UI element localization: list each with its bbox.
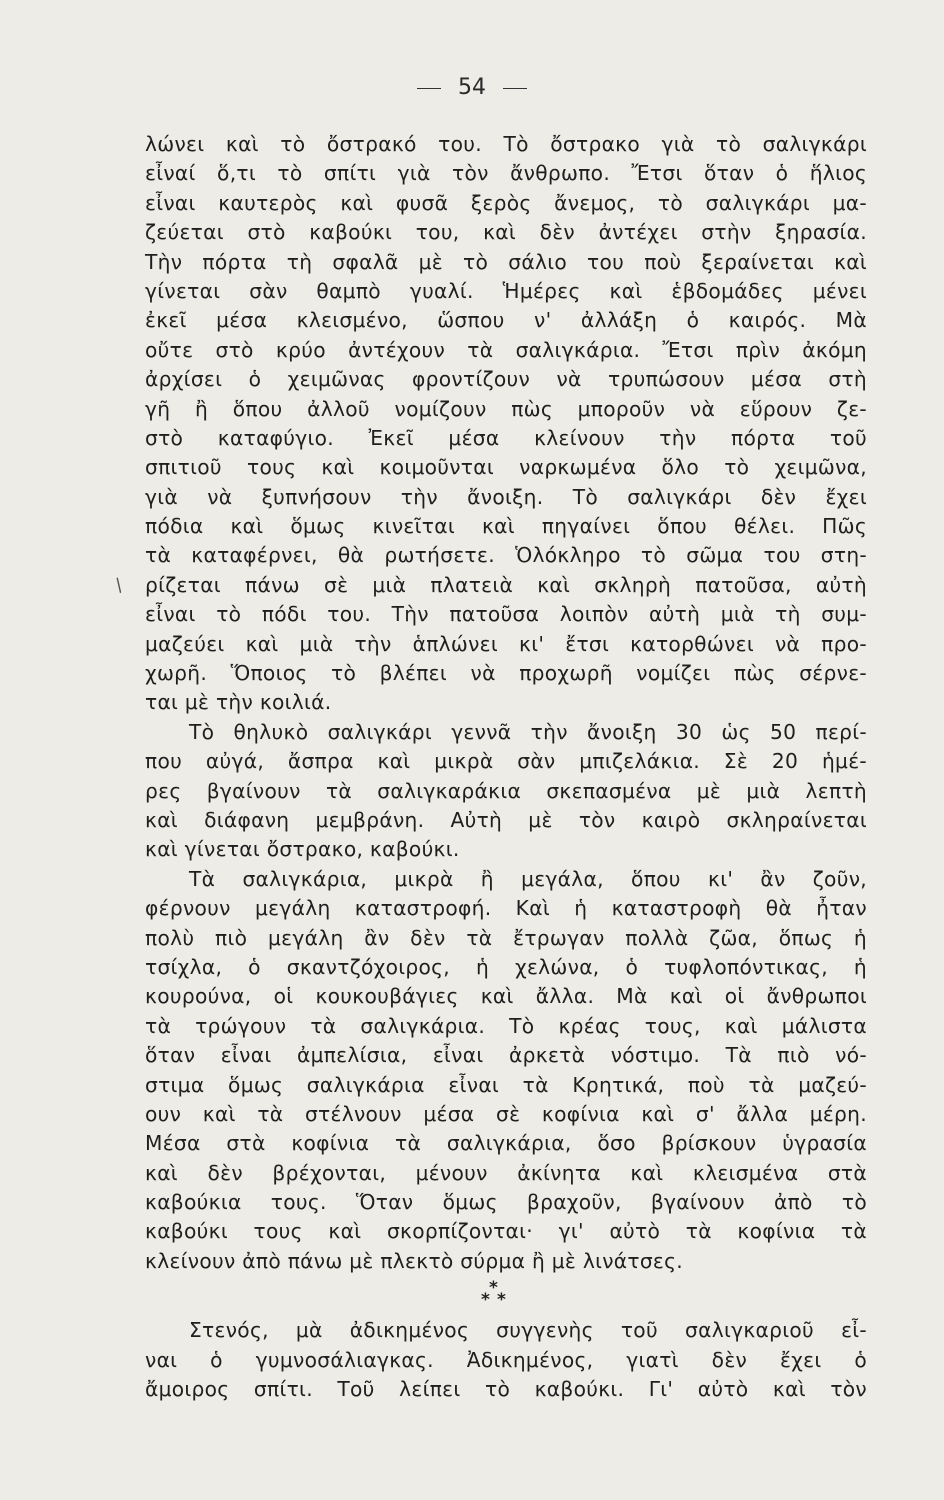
text-line: γίνεται σὰν θαμπὸ γυαλί. Ἡμέρες καὶ ἑβδομάδες μένει	[145, 278, 867, 303]
text-line: τὰ καταφέρνει, θὰ ρωτήσετε. Ὁλόκληρο τὸ σῶμα του στη-	[145, 543, 867, 568]
text-line: Στενός, μὰ ἀδικημένος συγγενὴς τοῦ σαλιγκαριοῦ εἶ-	[189, 1318, 867, 1343]
body-text	[145, 130, 867, 1404]
text-line: τσίχλα, ὁ σκαντζόχοιρος, ἡ χελώνα, ὁ τυφλοπόντικας, ἡ	[145, 954, 867, 979]
text-line: ζεύεται στὸ καβούκι του, καὶ δὲν ἀντέχει στὴν ξηρασία.	[145, 220, 867, 245]
text-line: ἄμοιρος σπίτι. Τοῦ λείπει τὸ καβούκι. Γι' αὐτὸ καὶ τὸν	[145, 1377, 867, 1402]
text-line: Μέσα στὰ κοφίνια τὰ σαλιγκάρια, ὅσο βρίσκουν ὑγρασία	[145, 1131, 867, 1156]
text-line: ὅταν εἶναι ἀμπελίσια, εἶναι ἀρκετὰ νόστιμο. Τὰ πιὸ νό-	[145, 1043, 867, 1068]
text-line: λώνει καὶ τὸ ὄστρακό του. Τὸ ὄστρακο γιὰ τὸ σαλιγκάρι	[145, 132, 867, 156]
header-dash-right	[503, 88, 527, 89]
text-line: φέρνουν μεγάλη καταστροφή. Καὶ ἡ καταστροφὴ θὰ ἦταν	[145, 896, 867, 921]
text-line: πολὺ πιὸ μεγάλη ἂν δὲν τὰ ἔτρωγαν πολλὰ ζῶα, ὅπως ἡ	[145, 925, 867, 950]
text-line: εἶναι τὸ πόδι του. Τὴν πατοῦσα λοιπὸν αὐτὴ μιὰ τὴ συμ-	[145, 602, 867, 627]
text-line: κουρούνα, οἱ κουκουβάγιες καὶ ἄλλα. Μὰ καὶ οἱ ἄνθρωποι	[145, 984, 867, 1009]
text-line: ἀρχίσει ὁ χειμῶνας φροντίζουν νὰ τρυπώσουν μέσα στὴ	[145, 367, 867, 392]
text-line: καβούκι τους καὶ σκορπίζονται· γι' αὐτὸ τὰ κοφίνια τὰ	[145, 1219, 867, 1244]
text-line: που αὐγά, ἄσπρα καὶ μικρὰ σὰν μπιζελάκια. Σὲ 20 ἡμέ-	[145, 749, 867, 774]
text-line: κλείνουν ἀπὸ πάνω μὲ πλεκτὸ σύρμα ἢ μὲ λινάτσες.	[145, 1248, 684, 1273]
text-line: γῆ ἢ ὅπου ἀλλοῦ νομίζουν πὼς μποροῦν νὰ εὕρουν ζε-	[145, 396, 867, 421]
text-line: καβούκια τους. Ὅταν ὅμως βραχοῦν, βγαίνουν ἀπὸ τὸ	[145, 1190, 867, 1215]
text-line: ται μὲ τὴν κοιλιά.	[145, 690, 332, 715]
text-line: μαζεύει καὶ μιὰ τὴν ἁπλώνει κι' ἔτσι κατορθώνει νὰ προ-	[145, 631, 867, 656]
text-line: γιὰ νὰ ξυπνήσουν τὴν ἄνοιξη. Τὸ σαλιγκάρι δὲν ἔχει	[145, 484, 867, 509]
text-line: εἶναι καυτερὸς καὶ φυσᾶ ξερὸς ἄνεμος, τὸ σαλιγκάρι μα-	[145, 190, 867, 215]
page-header	[0, 75, 944, 100]
text-line: ρίζεται πάνω σὲ μιὰ πλατειὰ καὶ σκληρὴ πατοῦσα, αὐτὴ	[145, 572, 867, 597]
text-line: εἶναί ὅ,τι τὸ σπίτι γιὰ τὸν ἄνθρωπο. Ἔτσι ὅταν ὁ ἥλιος	[145, 161, 867, 186]
asterism-star: *	[481, 1290, 490, 1311]
text-line: πόδια καὶ ὅμως κινεῖται καὶ πηγαίνει ὅπου θέλει. Πῶς	[145, 514, 867, 539]
page-number: 54	[458, 75, 486, 100]
header-dash-left	[417, 88, 441, 89]
text-line: καὶ διάφανη μεμβράνη. Αὐτὴ μὲ τὸν καιρὸ σκληραίνεται	[145, 807, 867, 832]
text-line: χωρῆ. Ὅποιος τὸ βλέπει νὰ προχωρῆ νομίζει πὼς σέρνε-	[145, 661, 867, 686]
asterism-star: *	[489, 1278, 498, 1299]
text-line: στιμα ὅμως σαλιγκάρια εἶναι τὰ Κρητικά, ποὺ τὰ μαζεύ-	[145, 1072, 867, 1097]
text-line: ἐκεῖ μέσα κλεισμένο, ὥσπου ν' ἀλλάξη ὁ καιρός. Μὰ	[145, 308, 867, 333]
text-line: Τὸ θηλυκὸ σαλιγκάρι γεννᾶ τὴν ἄνοιξη 30 ὡς 50 περί-	[189, 719, 867, 744]
text-line: στὸ καταφύγιο. Ἐκεῖ μέσα κλείνουν τὴν πόρτα τοῦ	[145, 425, 867, 450]
text-line: ναι ὁ γυμνοσάλιαγκας. Ἀδικημένος, γιατὶ δὲν ἔχει ὁ	[145, 1347, 867, 1372]
section-asterism	[145, 1276, 867, 1316]
text-line: Τὴν πόρτα τὴ σφαλᾶ μὲ τὸ σάλιο του ποὺ ξεραίνεται καὶ	[145, 249, 867, 274]
text-line: τὰ τρώγουν τὰ σαλιγκάρια. Τὸ κρέας τους, καὶ μάλιστα	[145, 1013, 867, 1038]
text-line: καὶ δὲν βρέχονται, μένουν ἀκίνητα καὶ κλεισμένα στὰ	[145, 1160, 867, 1185]
text-line: Τὰ σαλιγκάρια, μικρὰ ἢ μεγάλα, ὅπου κι' ἂν ζοῦν,	[189, 866, 867, 891]
text-line: οὔτε στὸ κρύο ἀντέχουν τὰ σαλιγκάρια. Ἔτσι πρὶν ἀκόμη	[145, 337, 867, 362]
text-line: ρες βγαίνουν τὰ σαλιγκαράκια σκεπασμένα μὲ μιὰ λεπτὴ	[145, 778, 867, 803]
asterism-star: *	[497, 1290, 506, 1311]
text-line: σπιτιοῦ τους καὶ κοιμοῦνται ναρκωμένα ὅλο τὸ χειμῶνα,	[145, 455, 867, 480]
text-line: καὶ γίνεται ὄστρακο, καβούκι.	[145, 837, 460, 862]
margin-pencil-mark: /	[111, 574, 127, 597]
text-line: ουν καὶ τὰ στέλνουν μέσα σὲ κοφίνια καὶ σ' ἄλλα μέρη.	[145, 1101, 867, 1126]
